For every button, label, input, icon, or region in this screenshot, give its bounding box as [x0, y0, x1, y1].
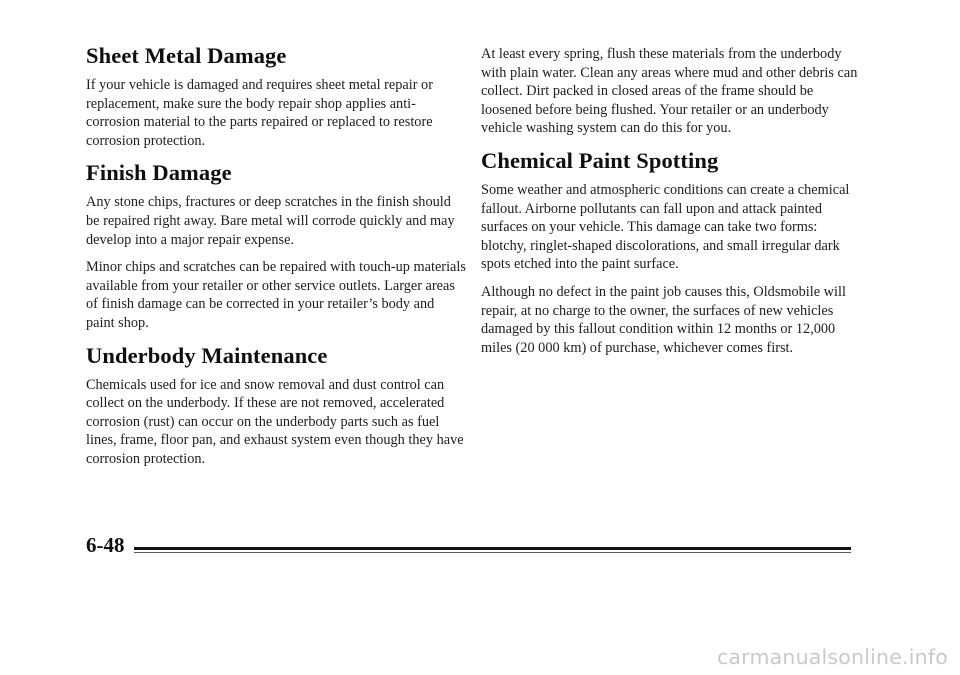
paragraph-chemical-paint-spotting-1: Some weather and atmospheric conditions can create a chemical fallout. Airborne pollutants can fall upon and attack painted surfaces on your vehicle. This damage can take two forms: blotchy, ringlet-shaped discolorations, and small irregular dark spots etched into the paint surface. [481, 181, 850, 273]
heading-underbody-maintenance: Underbody Maintenance [86, 342, 328, 368]
left-column [86, 42, 466, 478]
page-number: 6-48 [86, 533, 125, 557]
footer-rule-thin [134, 552, 851, 553]
paragraph-finish-damage-2: Minor chips and scratches can be repaired with touch-up materials available from your retailer or other service outlets. Larger areas of finish damage can be corrected in your retailer’s body and paint shop. [86, 259, 466, 331]
heading-chemical-paint-spotting: Chemical Paint Spotting [481, 147, 719, 173]
heading-sheet-metal-damage: Sheet Metal Damage [86, 43, 287, 68]
page-footer [86, 534, 851, 556]
paragraph-finish-damage-1: Any stone chips, fractures or deep scratches in the finish should be repaired right away. Bare metal will corrode quickly and may develop into a major repair expense. [86, 194, 455, 248]
paragraph-underbody-maintenance: Chemicals used for ice and snow removal and dust control can collect on the underbody. If these are not removed, accelerated corrosion (rust) can occur on the underbody parts such as fuel lines, frame, floor pan, and exhaust system even though they have corrosion protection. [86, 376, 464, 467]
paragraph-chemical-paint-spotting-2: Although no defect in the paint job causes this, Oldsmobile will repair, at no charge to the owner, the surfaces of new vehicles damaged by this fallout condition within 12 months or 12,000 miles (20 000 km) of purchase, whichever comes first. [481, 283, 846, 356]
paragraph-sheet-metal-damage: If your vehicle is damaged and requires sheet metal repair or replacement, make sure the body repair shop applies anti-corrosion material to the parts repaired or replaced to restore corrosion protection. [86, 77, 433, 149]
right-column [481, 45, 865, 366]
footer-rule [134, 547, 851, 550]
paragraph-underbody-flush: At least every spring, flush these materials from the underbody with plain water. Clean any areas where mud and other debris can collect. Dirt packed in closed areas of the frame should be loosened before being flushed. Your retailer or an underbody vehicle washing system can do this for you. [481, 46, 858, 137]
site-watermark: carmanualsonline.info [716, 645, 948, 669]
heading-finish-damage: Finish Damage [86, 160, 232, 186]
